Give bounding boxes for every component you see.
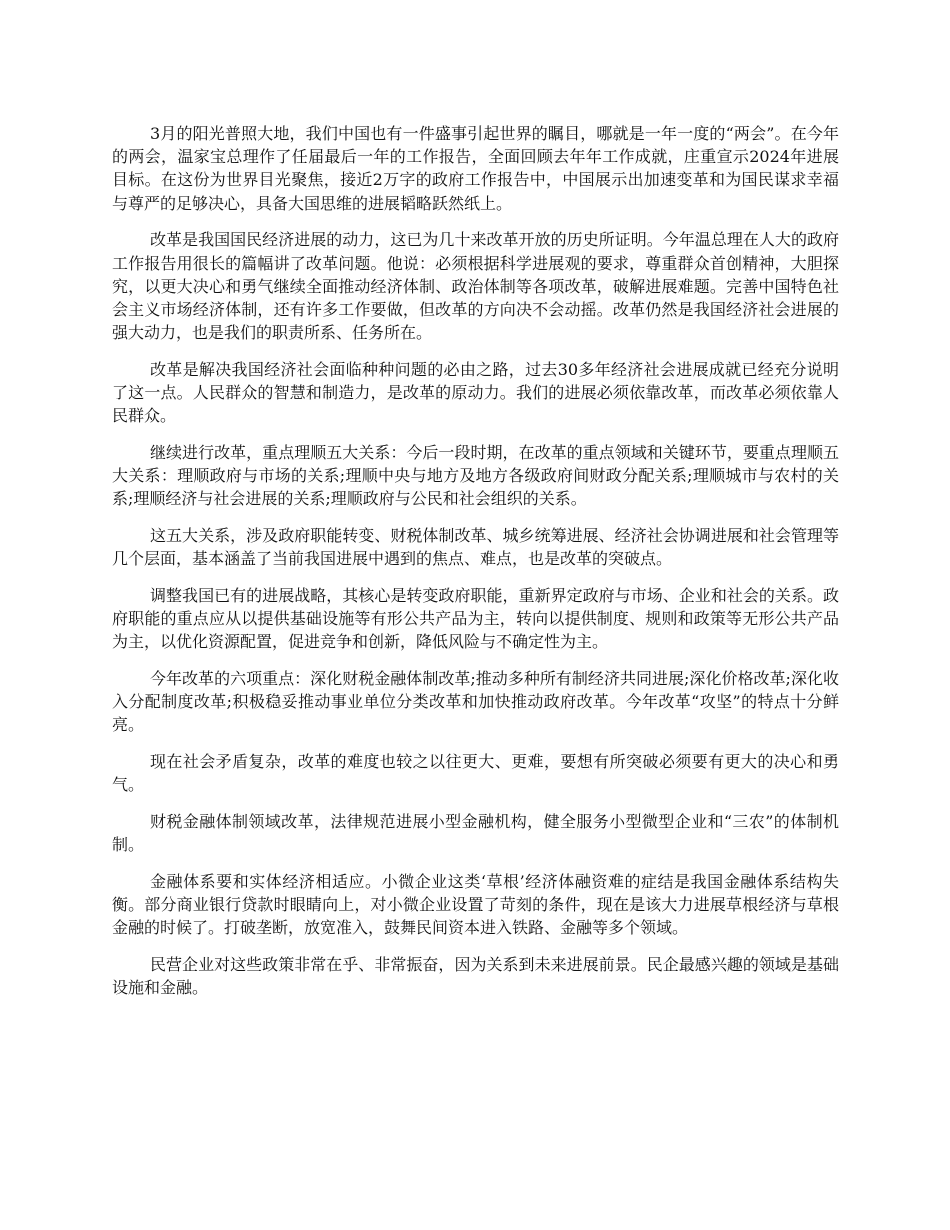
paragraph-3: 改革是解决我国经济社会面临种种问题的必由之路，过去30多年经济社会进展成就已经充分说明了这一点。人民群众的智慧和制造力，是改革的原动力。我们的进展必须依靠改革，而改革必须依靠人民群众。 bbox=[112, 359, 839, 426]
paragraph-6: 调整我国已有的进展战略，其核心是转变政府职能，重新界定政府与市场、企业和社会的关系。政府职能的重点应从以提供基础设施等有形公共产品为主，转向以提供制度、规则和政策等无形公共产品为主，以优化资源配置，促进竞争和创新，降低风险与不确定性为主。 bbox=[112, 585, 839, 652]
paragraph-8: 现在社会矛盾复杂，改革的难度也较之以往更大、更难，要想有所突破必须要有更大的决心和勇气。 bbox=[112, 752, 839, 795]
document-body bbox=[112, 122, 839, 1013]
paragraph-1: 3月的阳光普照大地，我们中国也有一件盛事引起世界的瞩目，哪就是一年一度的“两会”。在今年的两会，温家宝总理作了任届最后一年的工作报告，全面回顾去年年工作成就，庄重宣示2024年进展目标。在这份为世界目光聚焦，接近2万字的政府工作报告中，中国展示出加速变革和为国民谋求幸福与尊严的足够决心，具备大国思维的进展韬略跃然纸上。 bbox=[112, 124, 839, 213]
paragraph-10: 金融体系要和实体经济相适应。小微企业这类‘草根’经济体融资难的症结是我国金融体系结构失衡。部分商业银行贷款时眼睛向上，对小微企业设置了苛刻的条件，现在是该大力进展草根经济与草根金融的时候了。打破垄断，放宽准入，鼓舞民间资本进入铁路、金融等多个领域。 bbox=[112, 871, 839, 938]
paragraph-11: 民营企业对这些政策非常在乎、非常振奋，因为关系到未来进展前景。民企最感兴趣的领域是基础设施和金融。 bbox=[112, 955, 839, 998]
paragraph-5: 这五大关系，涉及政府职能转变、财税体制改革、城乡统筹进展、经济社会协调进展和社会管理等几个层面，基本涵盖了当前我国进展中遇到的焦点、难点，也是改革的突破点。 bbox=[112, 526, 839, 569]
paragraph-4: 继续进行改革，重点理顺五大关系：今后一段时期，在改革的重点领域和关键环节，要重点理顺五大关系：理顺政府与市场的关系;理顺中央与地方及地方各级政府间财政分配关系;理顺城市与农村的关系;理顺经济与社会进展的关系;理顺政府与公民和社会组织的关系。 bbox=[112, 442, 839, 509]
paragraph-9: 财税金融体制领域改革，法律规范进展小型金融机构，健全服务小型微型企业和“三农”的体制机制。 bbox=[112, 812, 839, 855]
paragraph-7: 今年改革的六项重点：深化财税金融体制改革;推动多种所有制经济共同进展;深化价格改革;深化收入分配制度改革;积极稳妥推动事业单位分类改革和加快推动政府改革。今年改革“攻坚”的特点十分鲜亮。 bbox=[112, 669, 839, 735]
paragraph-2: 改革是我国国民经济进展的动力，这已为几十来改革开放的历史所证明。今年温总理在人大的政府工作报告用很长的篇幅讲了改革问题。他说：必须根据科学进展观的要求，尊重群众首创精神，大胆探究，以更大决心和勇气继续全面推动经济体制、政治体制等各项改革，破解进展难题。完善中国特色社会主义市场经济体制，还有许多工作要做，但改革的方向决不会动摇。改革仍然是我国经济社会进展的强大动力，也是我们的职责所系、任务所在。 bbox=[112, 230, 839, 343]
